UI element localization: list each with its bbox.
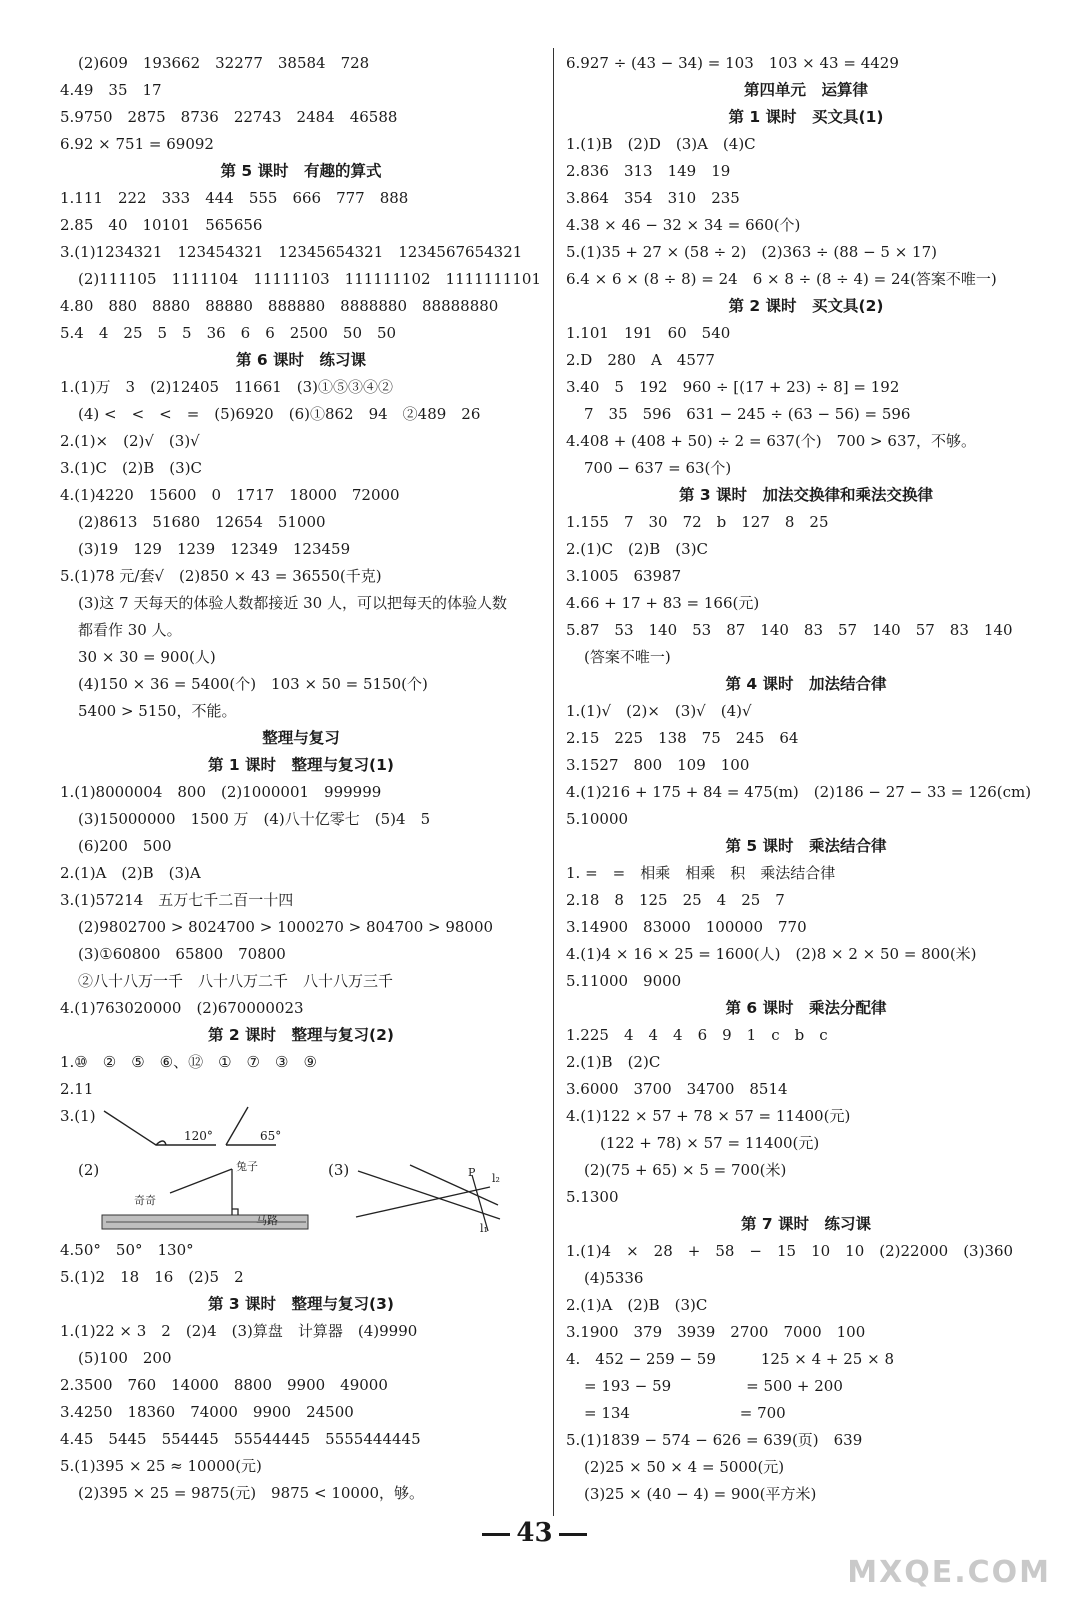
answer-line: 2.85 40 10101 565656 (60, 216, 263, 234)
answer-line: 1. = = 相乘 相乘 积 乘法结合律 (566, 864, 836, 882)
answer-line: (3)①60800 65800 70800 (78, 945, 286, 963)
answer-line: 4.(1)216 + 175 + 84 = 475(m) (2)186 − 27 − 33 = 126(cm) (566, 783, 1032, 801)
line-label-l2: l₂ (492, 1172, 500, 1185)
figure-line (410, 1165, 498, 1205)
section-heading: 第 4 课时 加法结合律 (725, 675, 887, 693)
answer-line: (2)9802700 > 8024700 > 1000270 > 804700 > 98000 (78, 918, 494, 936)
figure-line (232, 1209, 238, 1215)
answer-line: 4. 452 − 259 − 59 125 × 4 + 25 × 8 (566, 1350, 894, 1368)
answer-line: 2.15 225 138 75 245 64 (566, 729, 799, 747)
answer-line: 1.111 222 333 444 555 666 777 888 (60, 189, 409, 207)
answer-line: (2)25 × 50 × 4 = 5000(元) (584, 1458, 785, 1476)
line-label-l1: l₁ (480, 1222, 488, 1235)
section-heading: 第 2 课时 整理与复习(2) (207, 1026, 395, 1044)
answer-line: (6)200 500 (78, 837, 172, 855)
answer-line: 1.(1)万 3 (2)12405 11661 (3)①⑤③④② (60, 378, 394, 396)
section-heading: 第 5 课时 乘法结合律 (725, 837, 887, 855)
answer-line: 2.(1)B (2)C (566, 1053, 661, 1071)
answer-line: 1.(1)B (2)D (3)A (4)C (566, 135, 756, 153)
answer-line: 6.92 × 751 = 69092 (60, 135, 214, 153)
answer-line: 2.11 (60, 1080, 94, 1098)
answer-line: 都看作 30 人。 (78, 621, 182, 639)
answer-line: (4)150 × 36 = 5400(个) 103 × 50 = 5150(个) (78, 675, 428, 693)
answer-line: 4.80 880 8880 88880 888880 8888880 88888880 (60, 297, 499, 315)
answer-line: 4.49 35 17 (60, 81, 162, 99)
section-heading: 整理与复习 (262, 729, 340, 747)
answer-line: 2.18 8 125 25 4 25 7 (566, 891, 785, 909)
answer-line: 3.40 5 192 960 ÷ [(17 + 23) ÷ 8] = 192 (566, 378, 900, 396)
answer-line: 1.⑩ ② ⑤ ⑥、⑫ ① ⑦ ③ ⑨ (60, 1053, 317, 1071)
answer-line: 5.(1)78 元/套√ (2)850 × 43 = 36550(千克) (60, 567, 382, 585)
answer-line: 4.408 + (408 + 50) ÷ 2 = 637(个) 700 > 637，不够。 (566, 432, 977, 450)
answer-line: 5.(1)35 + 27 × (58 ÷ 2) (2)363 ÷ (88 − 5 × 17) (566, 243, 937, 261)
point-label-p: P (468, 1166, 476, 1179)
figure-line (170, 1169, 232, 1193)
answer-line: (3)15000000 1500 万 (4)八十亿零七 (5)4 5 (78, 810, 431, 828)
answer-line: 30 × 30 = 900(人) (78, 648, 216, 666)
answer-line: 1.101 191 60 540 (566, 324, 731, 342)
answer-line: 2.836 313 149 19 (566, 162, 731, 180)
section-heading: 第 5 课时 有趣的算式 (220, 162, 382, 180)
answer-line: (2)(75 + 65) × 5 = 700(米) (584, 1161, 787, 1179)
answer-line: 4.66 + 17 + 83 = 166(元) (566, 594, 760, 612)
answer-line: (4) < < < = (5)6920 (6)①862 94 ②489 26 (78, 405, 481, 423)
answer-line: 5.11000 9000 (566, 972, 682, 990)
answer-line: 5.(1)395 × 25 ≈ 10000(元) (60, 1457, 262, 1475)
answer-line: (122 + 78) × 57 = 11400(元) (600, 1134, 820, 1152)
answer-line: 6.4 × 6 × (8 ÷ 8) = 24 6 × 8 ÷ (8 ÷ 4) = 24(答案不唯一) (566, 270, 997, 288)
answer-line: 1.(1)8000004 800 (2)1000001 999999 (60, 783, 382, 801)
answer-line: (3)25 × (40 − 4) = 900(平方米) (584, 1485, 817, 1503)
answer-line: 5.(1)1839 − 574 − 626 = 639(页) 639 (566, 1431, 863, 1449)
answer-line: 3.(1)C (2)B (3)C (60, 459, 203, 477)
right-column (566, 50, 1046, 1508)
section-heading: 第四单元 运算律 (743, 81, 868, 99)
answer-line: 2.3500 760 14000 8800 9900 49000 (60, 1376, 388, 1394)
answer-line: 5.10000 (566, 810, 629, 828)
answer-line: (2)111105 1111104 11111103 111111102 1111111101 (78, 270, 541, 288)
section-heading: 第 3 课时 加法交换律和乘法交换律 (678, 486, 934, 504)
answer-line: 5.(1)2 18 16 (2)5 2 (60, 1268, 244, 1286)
answer-line: 4.50° 50° 130° (60, 1241, 194, 1259)
answer-line: (3)19 129 1239 12349 123459 (78, 540, 351, 558)
answer-line: 4.45 5445 554445 55544445 5555444445 (60, 1430, 421, 1448)
answer-line: 3.1005 63987 (566, 567, 682, 585)
column-divider (553, 48, 554, 1516)
answer-line: ②八十八万一千 八十八万二千 八十八万三千 (78, 972, 394, 990)
answer-line: 3.6000 3700 34700 8514 (566, 1080, 788, 1098)
answer-line: (5)100 200 (78, 1349, 172, 1367)
answer-line: 6.927 ÷ (43 − 34) = 103 103 × 43 = 4429 (566, 54, 899, 72)
person-label-qiqi: 奇奇 (134, 1194, 156, 1207)
answer-line: 2.(1)A (2)B (3)A (60, 864, 201, 882)
answer-line: 4.(1)4 × 16 × 25 = 1600(人) (2)8 × 2 × 50 = 800(米) (566, 945, 977, 963)
answer-line: 3.864 354 310 235 (566, 189, 740, 207)
line-figure (60, 1157, 542, 1237)
answer-line: 5400 > 5150，不能。 (78, 702, 237, 720)
section-heading: 第 1 课时 整理与复习(1) (207, 756, 395, 774)
figure-label: (2) (78, 1161, 100, 1179)
answer-line: 5.4 4 25 5 5 36 6 6 2500 50 50 (60, 324, 397, 342)
section-heading: 第 7 课时 练习课 (740, 1215, 872, 1233)
angle-line (226, 1107, 248, 1145)
page-number (0, 1518, 1069, 1548)
page-number-text: 43 (516, 1518, 553, 1548)
road-label: 马路 (256, 1214, 278, 1227)
figure-line (356, 1187, 490, 1217)
answer-line: 5.9750 2875 8736 22743 2484 46588 (60, 108, 398, 126)
answer-line: 5.1300 (566, 1188, 619, 1206)
section-heading: 第 3 课时 整理与复习(3) (207, 1295, 395, 1313)
answer-line: 1.(1)4 × 28 + 58 − 15 10 10 (2)22000 (3)360 (566, 1242, 1014, 1260)
answer-line: 5.87 53 140 53 87 140 83 57 140 57 83 140 (566, 621, 1013, 639)
answer-line: 1.(1)22 × 3 2 (2)4 (3)算盘 计算器 (4)9990 (60, 1322, 418, 1340)
answer-line: (3)这 7 天每天的体验人数都接近 30 人，可以把每天的体验人数 (78, 594, 507, 612)
person-label-rabbit: 兔子 (236, 1160, 258, 1173)
figure-label: 3.(1) (60, 1107, 96, 1125)
angle-figure (60, 1103, 542, 1157)
answer-line: 3.4250 18360 74000 9900 24500 (60, 1403, 354, 1421)
answer-line: 1.225 4 4 4 6 9 1 c b c (566, 1026, 828, 1044)
section-heading: 第 6 课时 练习课 (235, 351, 367, 369)
answer-line: 3.(1)1234321 123454321 12345654321 1234567654321 (60, 243, 523, 261)
angle-label-120: 120° (184, 1129, 213, 1143)
answer-line: 2.(1)A (2)B (3)C (566, 1296, 708, 1314)
answer-line: = 193 − 59 = 500 + 200 (584, 1377, 843, 1395)
answer-line: 7 35 596 631 − 245 ÷ (63 − 56) = 596 (584, 405, 911, 423)
answer-line: (2)395 × 25 = 9875(元) 9875 < 10000，够。 (78, 1484, 425, 1502)
answer-line: 1.(1)√ (2)× (3)√ (4)√ (566, 702, 752, 720)
line-drawing (60, 1157, 520, 1237)
figure-label: (3) (328, 1161, 350, 1179)
section-heading: 第 1 课时 买文具(1) (728, 108, 884, 126)
answer-line: 2.(1)C (2)B (3)C (566, 540, 709, 558)
answer-line: 4.38 × 46 − 32 × 34 = 660(个) (566, 216, 801, 234)
answer-line: 3.(1)57214 五万七千二百一十四 (60, 891, 294, 909)
answer-line: = 134 = 700 (584, 1404, 786, 1422)
answer-line: 2.(1)× (2)√ (3)√ (60, 432, 200, 450)
answer-line: (4)5336 (584, 1269, 644, 1287)
answer-line: 4.(1)122 × 57 + 78 × 57 = 11400(元) (566, 1107, 851, 1125)
answer-line: 700 − 637 = 63(个) (584, 459, 732, 477)
section-heading: 第 6 课时 乘法分配律 (725, 999, 887, 1017)
answer-line: 4.(1)763020000 (2)670000023 (60, 999, 304, 1017)
answer-line: 3.1527 800 109 100 (566, 756, 750, 774)
answer-line: 3.14900 83000 100000 770 (566, 918, 807, 936)
answer-line: 3.1900 379 3939 2700 7000 100 (566, 1323, 866, 1341)
answer-line: (答案不唯一) (584, 648, 671, 666)
answer-line: 4.(1)4220 15600 0 1717 18000 72000 (60, 486, 400, 504)
answer-line: 2.D 280 A 4577 (566, 351, 715, 369)
watermark: MXQE.COM (847, 1555, 1051, 1590)
answer-line: (2)609 193662 32277 38584 728 (78, 54, 370, 72)
section-heading: 第 2 课时 买文具(2) (728, 297, 884, 315)
left-column (60, 50, 542, 1507)
answer-line: 1.155 7 30 72 b 127 8 25 (566, 513, 829, 531)
angle-label-65: 65° (260, 1129, 282, 1143)
answer-line: (2)8613 51680 12654 51000 (78, 513, 326, 531)
